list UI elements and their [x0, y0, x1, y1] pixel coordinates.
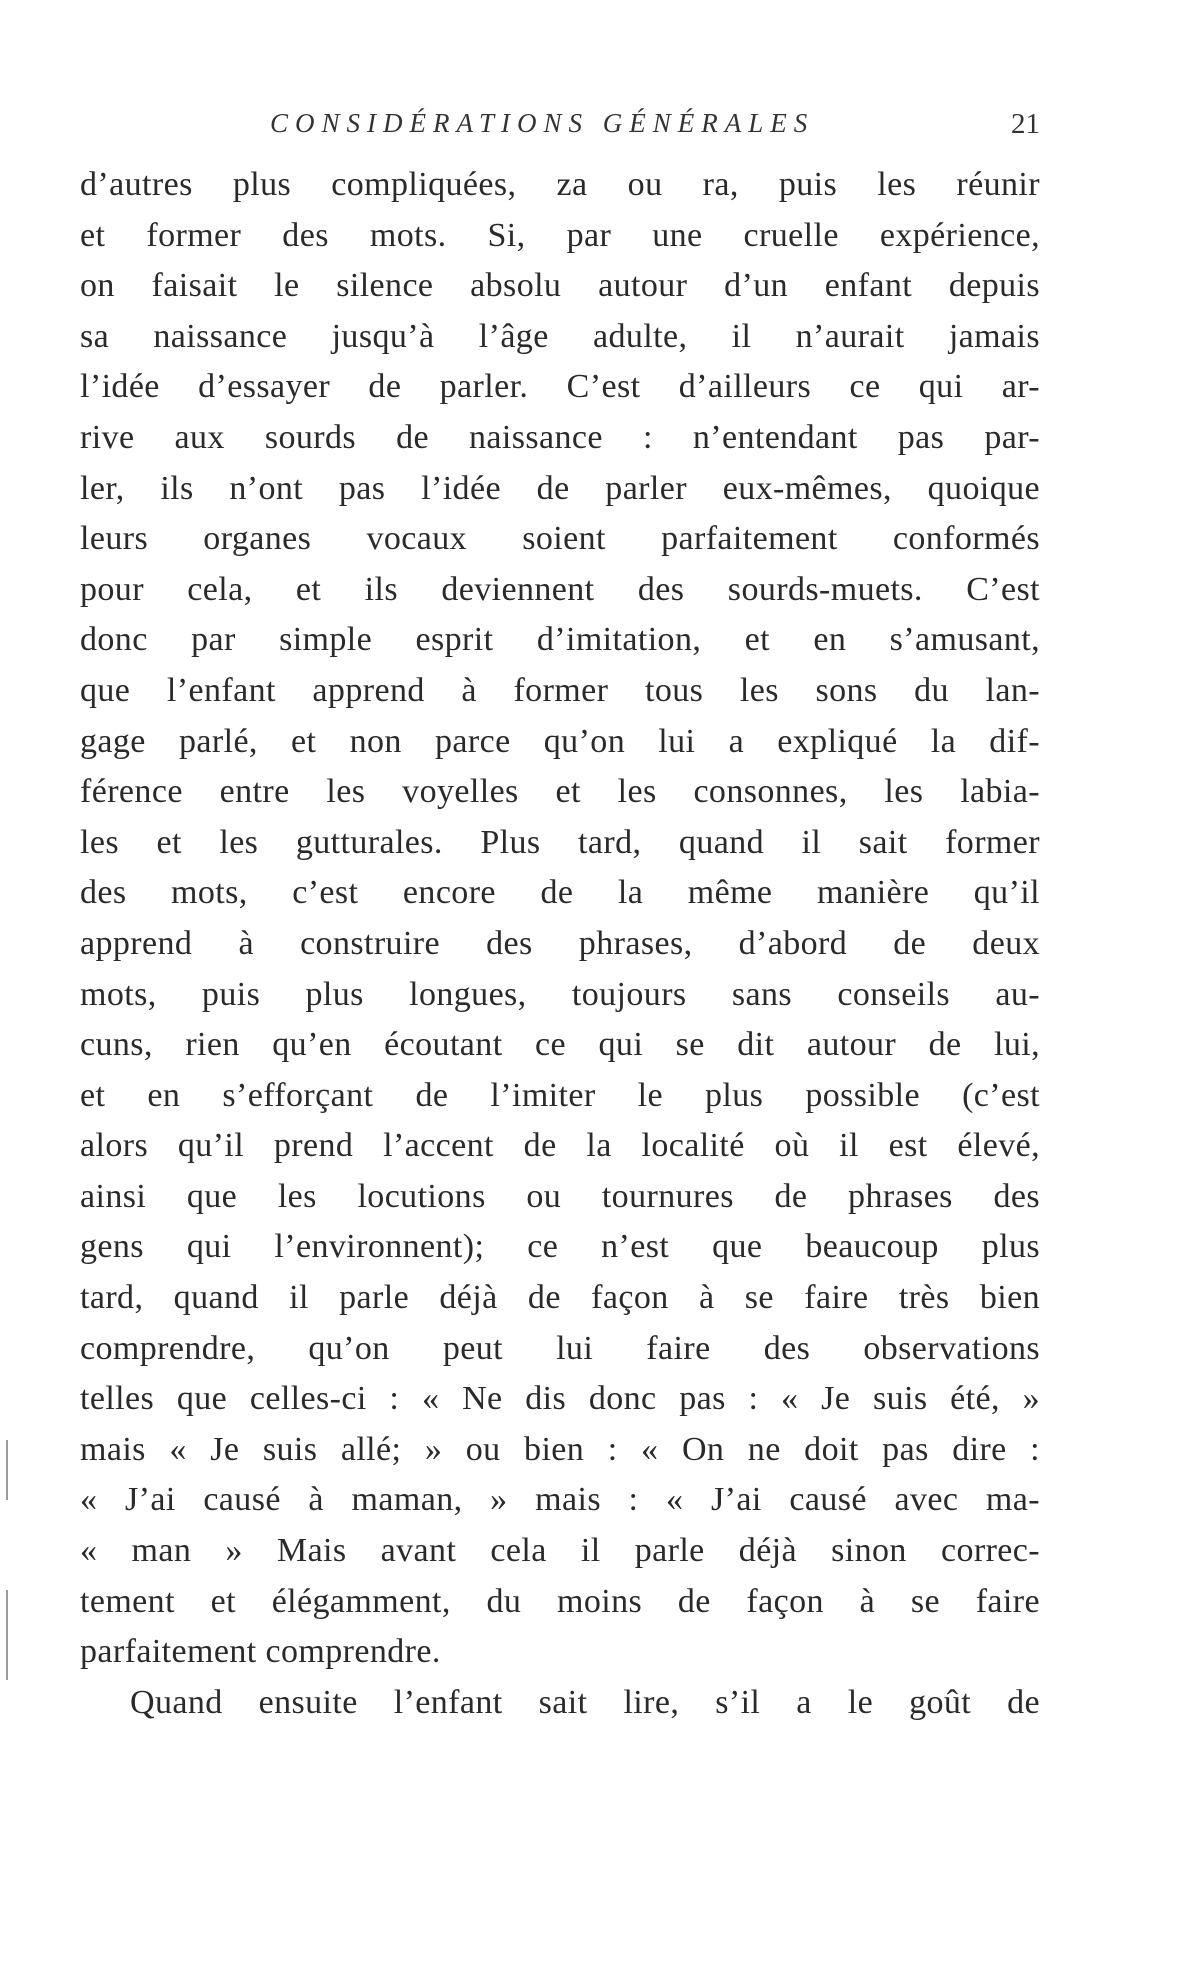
text-line: cuns, rien qu’en écoutant ce qui se dit autour de lui,	[80, 1026, 1040, 1064]
text-line: et en s’efforçant de l’imiter le plus possible (c’est	[80, 1076, 1040, 1114]
running-head	[80, 108, 1040, 148]
text-line: férence entre les voyelles et les consonnes, les labia-	[80, 773, 1040, 811]
margin-rule	[6, 1590, 8, 1680]
text-line: mots, puis plus longues, toujours sans conseils au-	[80, 975, 1040, 1013]
text-line: rive aux sourds de naissance : n’entendant pas par-	[80, 418, 1040, 456]
text-line: donc par simple esprit d’imitation, et en s’amusant,	[80, 621, 1040, 659]
text-line: on faisait le silence absolu autour d’un enfant depuis	[80, 267, 1040, 305]
text-line: ler, ils n’ont pas l’idée de parler eux-mêmes, quoique	[80, 469, 1040, 507]
text-line: et former des mots. Si, par une cruelle expérience,	[80, 216, 1040, 254]
body-text	[80, 160, 1040, 1728]
text-line: leurs organes vocaux soient parfaitement conformés	[80, 520, 1040, 558]
text-line: mais « Je suis allé; » ou bien : « On ne doit pas dire :	[80, 1430, 1040, 1468]
text-line: pour cela, et ils deviennent des sourds-muets. C’est	[80, 570, 1040, 608]
page-number: 21	[1011, 108, 1040, 140]
text-line: les et les gutturales. Plus tard, quand il sait former	[80, 823, 1040, 861]
text-line: Quand ensuite l’enfant sait lire, s’il a le goût de	[130, 1683, 1040, 1721]
text-line: tard, quand il parle déjà de façon à se faire très bien	[80, 1279, 1040, 1317]
text-line: « J’ai causé à maman, » mais : « J’ai causé avec ma-	[80, 1481, 1040, 1519]
text-line: apprend à construire des phrases, d’abord de deux	[80, 924, 1040, 962]
text-line: ainsi que les locutions ou tournures de phrases des	[80, 1177, 1040, 1215]
text-line: comprendre, qu’on peut lui faire des observations	[80, 1329, 1040, 1367]
running-title: CONSIDÉRATIONS GÉNÉRALES	[270, 108, 815, 138]
text-line: sa naissance jusqu’à l’âge adulte, il n’aurait jamais	[80, 317, 1040, 355]
margin-rule	[6, 1440, 8, 1500]
text-line: d’autres plus compliquées, za ou ra, puis les réunir	[80, 166, 1040, 203]
text-line: que l’enfant apprend à former tous les sons du lan-	[80, 671, 1040, 709]
text-line: parfaitement comprendre.	[80, 1633, 441, 1671]
text-line: gage parlé, et non parce qu’on lui a expliqué la dif-	[80, 722, 1040, 760]
text-line: gens qui l’environnent); ce n’est que beaucoup plus	[80, 1228, 1040, 1266]
text-line: « man » Mais avant cela il parle déjà sinon correc-	[80, 1532, 1040, 1570]
text-line: alors qu’il prend l’accent de la localité où il est élevé,	[80, 1127, 1040, 1165]
text-line: des mots, c’est encore de la même manière qu’il	[80, 874, 1040, 912]
text-line: l’idée d’essayer de parler. C’est d’ailleurs ce qui ar-	[80, 368, 1040, 406]
text-line: tement et élégamment, du moins de façon à se faire	[80, 1582, 1040, 1620]
text-line: telles que celles-ci : « Ne dis donc pas : « Je suis été, »	[80, 1380, 1040, 1418]
